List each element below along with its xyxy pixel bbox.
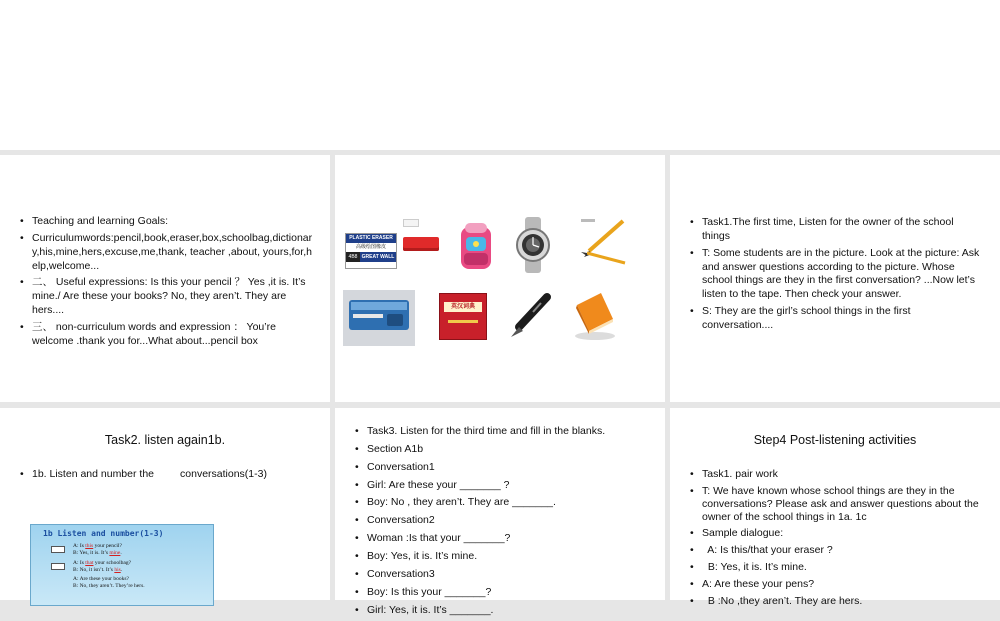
eraser-box-image — [345, 233, 397, 269]
pen-image — [507, 291, 553, 341]
dialogue-line: B: No, they aren’t. They’re hers. — [73, 582, 145, 589]
list-item: • Task1. pair work — [688, 468, 988, 482]
schoolbag-image — [453, 217, 499, 273]
list-item: • Girl: Are these your _______ ? — [353, 479, 653, 493]
dialogue-line: A: Is this your pencil? — [73, 542, 122, 549]
pencil-image — [575, 215, 633, 267]
list-item: • B :No ,they aren’t. They are hers. — [688, 595, 988, 609]
list-item: • S: They are the girl’s school things in the first conversation.... — [688, 305, 984, 333]
eraser-great-wall-label: GREAT WALL — [361, 254, 395, 260]
task3-list — [353, 425, 653, 621]
figure-heading: 1b Listen and number(1-3) — [43, 529, 164, 538]
answer-box[interactable] — [51, 546, 65, 553]
dictionary-image — [439, 293, 487, 340]
small-eraser-image — [403, 219, 419, 227]
list-item: • B: Yes, it is. It’s mine. — [688, 561, 988, 575]
list-item: • T: We have known whose school things are they in the conversations? Please ask and answer questions about the owner of the school things in 1a. 1c — [688, 485, 988, 524]
slide-title: Step4 Post-listening activities — [753, 433, 917, 447]
list-item — [18, 468, 318, 482]
slide-school-things-pictures[interactable] — [335, 155, 665, 402]
dialogue-line: A: Is that your schoolbag? — [73, 559, 132, 566]
slide-task1[interactable] — [670, 155, 1000, 402]
book-image — [571, 291, 617, 341]
listen-number-figure — [30, 524, 214, 606]
dialogue-line: A: Are these your books? — [73, 575, 129, 582]
slide-post-listening[interactable] — [670, 408, 1000, 607]
eraser-chinese-label: 高级绘图橡皮 — [355, 244, 386, 250]
list-item-text: 1b. Listen and number the — [32, 468, 155, 480]
list-item: • Task1.The first time, Listen for the owner of the school things — [688, 216, 984, 244]
list-item: • A: Are these your pens? — [688, 578, 988, 592]
slide-task3[interactable] — [335, 408, 665, 616]
list-item: • Sample dialogue: — [688, 527, 988, 541]
list-item: • Teaching and learning Goals: — [18, 215, 314, 229]
task2-list — [18, 468, 318, 486]
dictionary-title: 英汉词典 — [444, 302, 482, 312]
answer-box[interactable] — [51, 563, 65, 570]
list-item: • Woman :Is that your _______? — [353, 532, 653, 546]
list-item: • T: Some students are in the picture. Look at the picture: Ask and answer questions according to the picture. Whose school things are they in the first conversation? ...Now let’s listen to the tape. Then check your answer. — [688, 247, 984, 302]
dialogue-line: B: Yes, it is. It’s mine. — [73, 549, 122, 556]
list-item: • Boy: No , they aren’t. They are _______. — [353, 496, 653, 510]
list-item-text: conversations(1-3) — [180, 468, 267, 480]
list-item: • Girl: Yes, it is. It’s _______. — [353, 604, 653, 618]
red-eraser-image — [403, 237, 439, 251]
slide-task2[interactable] — [0, 408, 330, 600]
task1-list — [688, 216, 984, 336]
list-item: • A: Is this/that your eraser ? — [688, 544, 988, 558]
list-item: • Conversation3 — [353, 568, 653, 582]
goals-list — [18, 215, 314, 352]
blank-top-area — [0, 0, 1000, 150]
list-item: • Curriculumwords:pencil,book,eraser,box,schoolbag,dictionary,his,mine,hers,excuse,me,thank, teacher ,about, yours,for,help,welcome... — [18, 232, 314, 274]
slide-title: Task2. listen again1b. — [104, 433, 226, 447]
post-listening-list — [688, 468, 988, 612]
list-item: • 二、 Useful expressions: Is this your pencil ？ Yes ,it is. It’s mine./ Are these your books? No, they aren’t. They are hers.... — [18, 276, 314, 318]
eraser-grade-label: 4B8 — [346, 252, 360, 262]
list-item: • Boy: Is this your _______? — [353, 586, 653, 600]
pencil-box-image — [343, 290, 415, 346]
list-item: • Conversation1 — [353, 461, 653, 475]
eraser-brand-label: PLASTIC ERASER — [346, 234, 396, 243]
watch-image — [513, 217, 553, 273]
list-item: • Task3. Listen for the third time and fill in the blanks. — [353, 425, 653, 439]
list-item: • Conversation2 — [353, 514, 653, 528]
slide-teaching-goals[interactable] — [0, 155, 330, 402]
list-item: • 三、 non-curriculum words and expression ： You’re welcome .thank you for...What about...pencil box — [18, 321, 314, 349]
dialogue-line: B: No, it isn’t. It’s his. — [73, 566, 123, 573]
list-item: • Boy: Yes, it is. It’s mine. — [353, 550, 653, 564]
list-item: • Section A1b — [353, 443, 653, 457]
